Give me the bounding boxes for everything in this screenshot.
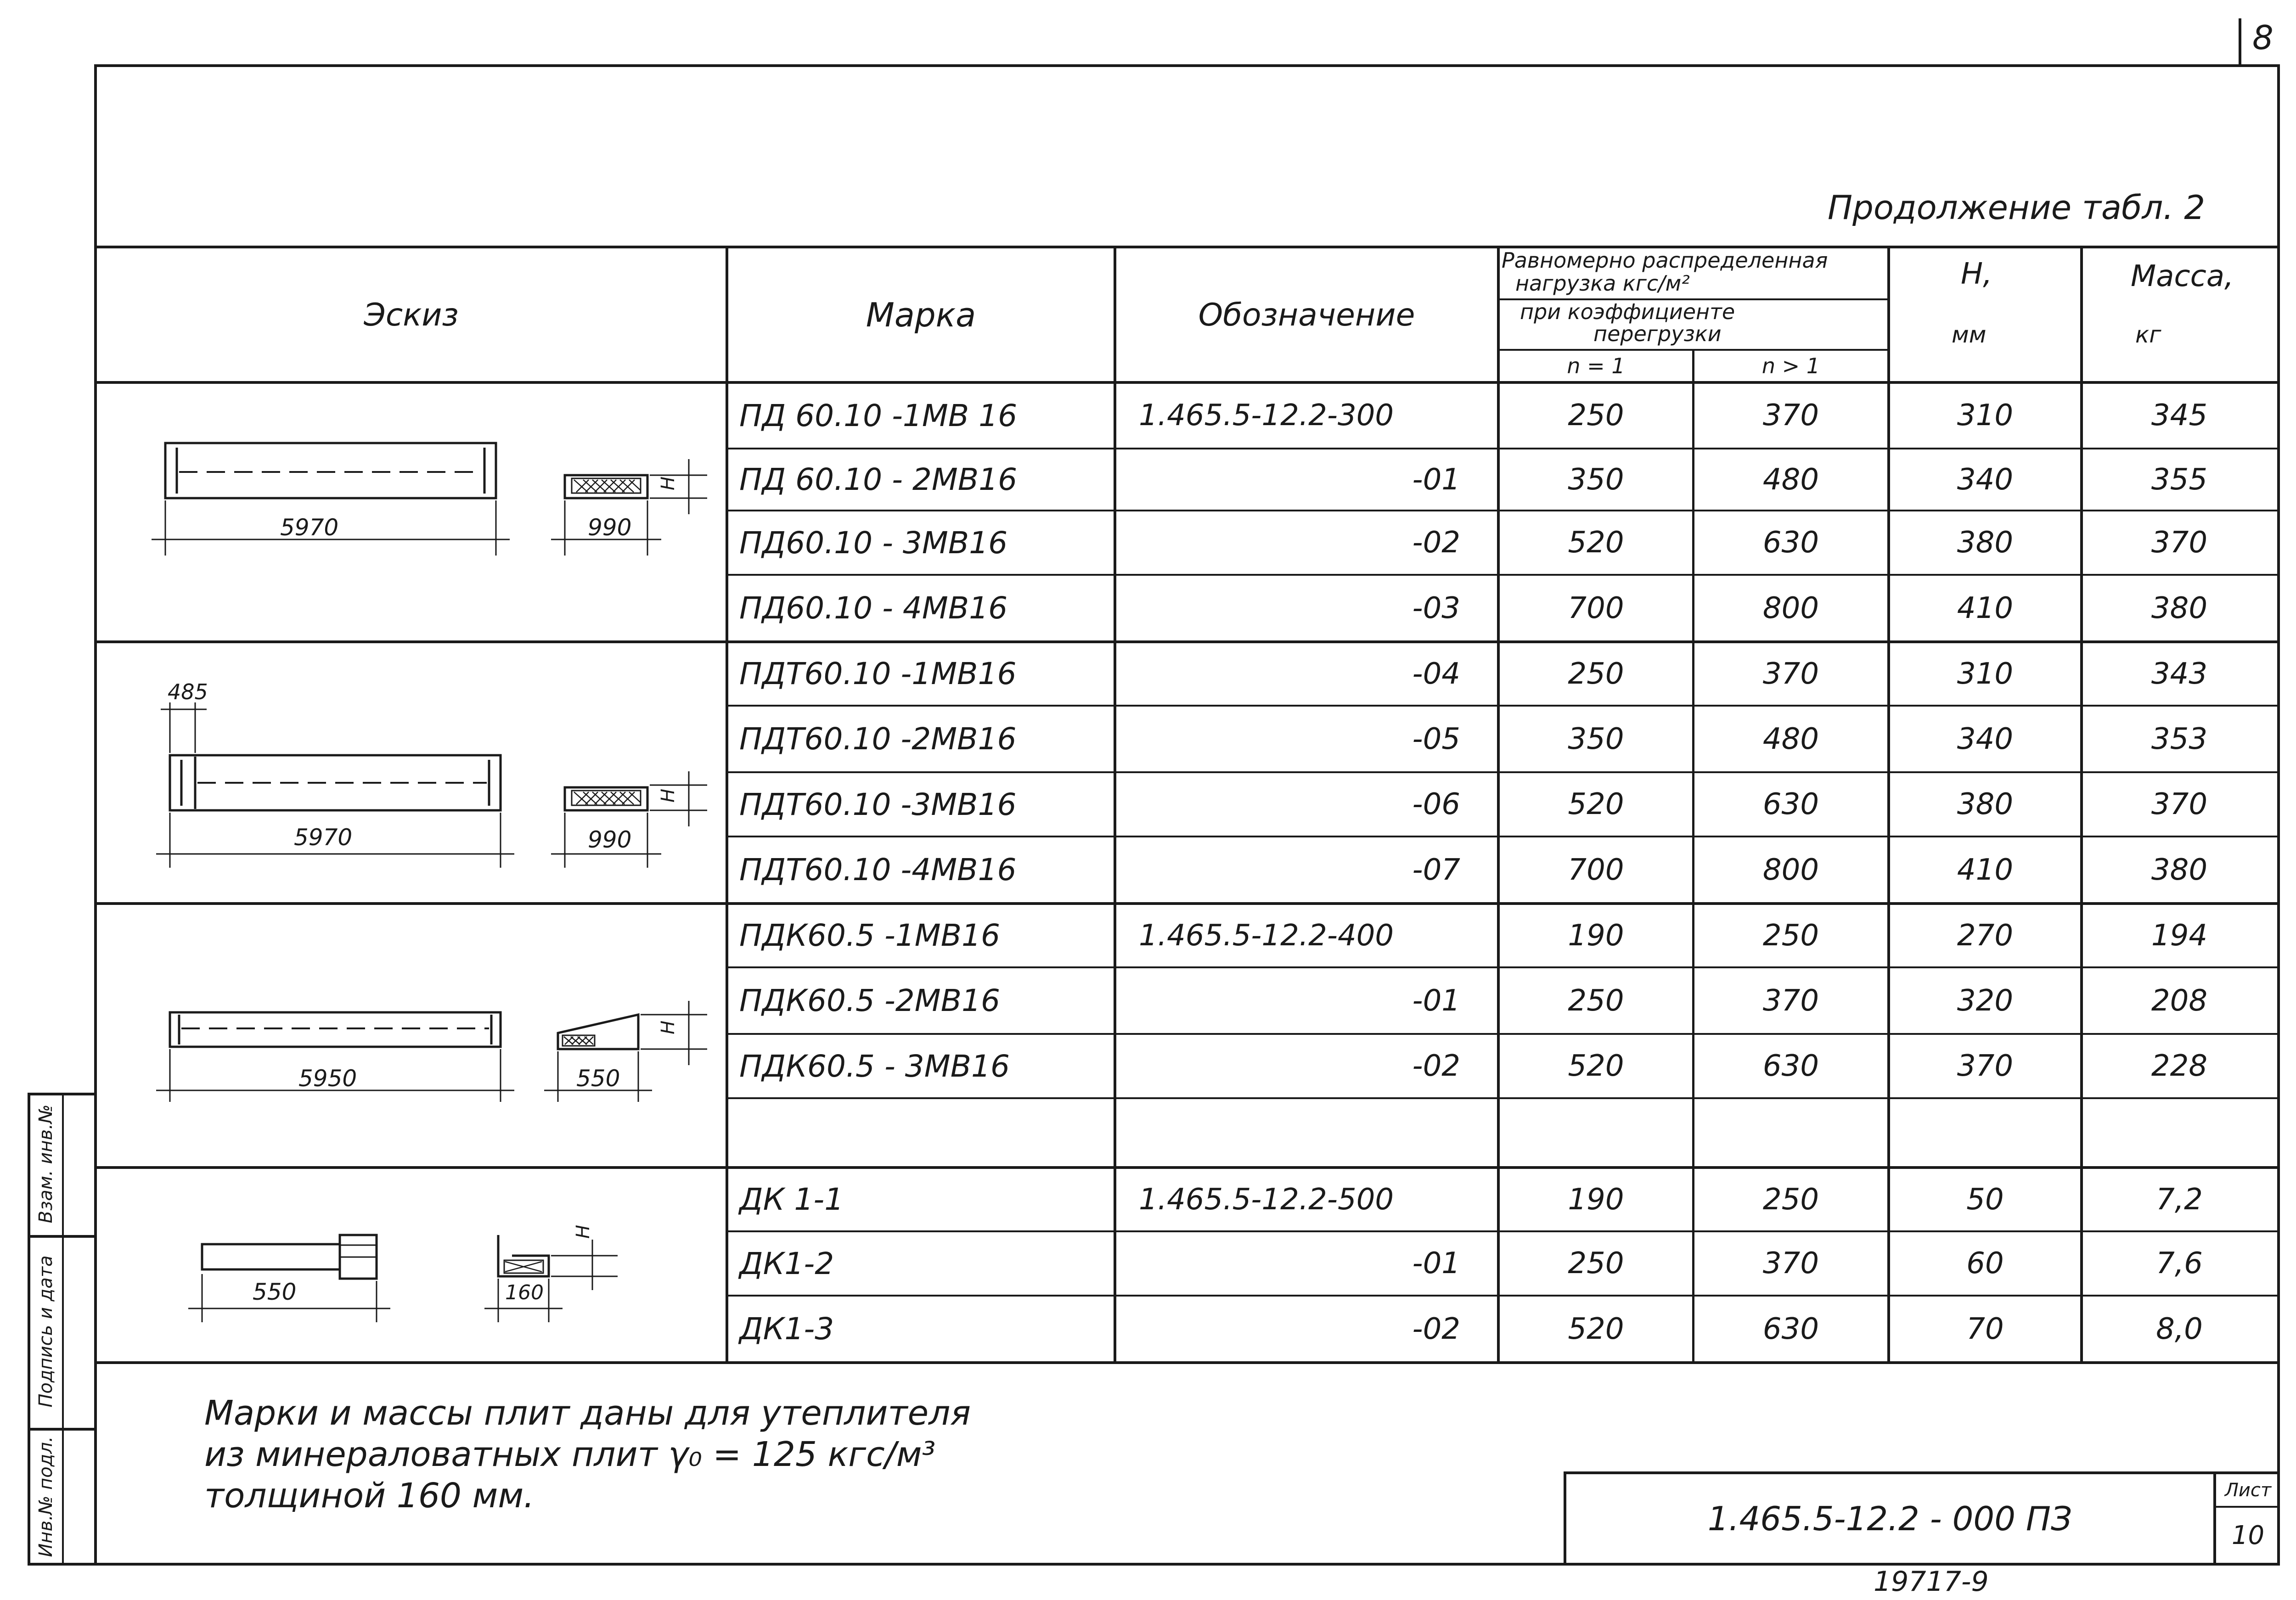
side-label-sign-date: Подпись и дата <box>35 1255 56 1408</box>
cell-mark: ПД60.10 - 3МВ16 <box>739 525 1008 561</box>
cell-mass: 380 <box>2151 591 2208 625</box>
g4-length-label: 550 <box>253 1279 297 1305</box>
cell-mass: 353 <box>2151 722 2208 756</box>
cell-mark: ПДТ60.10 -4МВ16 <box>739 852 1017 887</box>
continuation-title: Продолжение табл. 2 <box>1828 188 2206 227</box>
cell-n1: 700 <box>1568 591 1624 625</box>
cell-designation: 1.465.5-12.2-300 <box>1139 399 1394 432</box>
cell-designation: -04 <box>1412 657 1460 691</box>
cell-designation: -02 <box>1412 1049 1460 1083</box>
header-sketch: Эскиз <box>364 297 459 333</box>
g1-width-label: 990 <box>588 514 632 541</box>
cell-h: 60 <box>1966 1246 2004 1280</box>
cell-h: 340 <box>1957 722 2014 756</box>
cell-n2: 630 <box>1762 787 1819 821</box>
cell-designation: -01 <box>1412 1246 1460 1280</box>
g1-height-label: H <box>658 476 679 491</box>
cell-h: 380 <box>1957 787 2014 821</box>
cell-mass: 343 <box>2151 657 2208 691</box>
cell-mass: 228 <box>2151 1049 2208 1083</box>
cell-designation: -06 <box>1412 787 1460 821</box>
cell-h: 410 <box>1957 591 2014 625</box>
cell-n1: 250 <box>1568 1246 1624 1280</box>
cell-h: 320 <box>1957 983 2014 1018</box>
cell-mass: 370 <box>2151 526 2208 560</box>
cell-n1: 250 <box>1568 657 1624 691</box>
cell-n1: 520 <box>1568 1049 1624 1083</box>
cell-n2: 370 <box>1762 983 1819 1018</box>
cell-h: 270 <box>1957 918 2014 953</box>
cell-mark: ПДТ60.10 -3МВ16 <box>739 786 1017 822</box>
cell-designation: -02 <box>1412 1312 1460 1346</box>
cell-n1: 250 <box>1568 983 1624 1018</box>
header-mark: Марка <box>866 296 976 334</box>
cell-h: 310 <box>1957 657 2014 691</box>
g2-end-label: 485 <box>168 679 208 704</box>
cell-n2: 370 <box>1762 657 1819 691</box>
cell-mark: ПДК60.5 -2МВ16 <box>739 983 1000 1018</box>
cell-mark: ПДТ60.10 -2МВ16 <box>739 721 1017 757</box>
g3-width-label: 550 <box>576 1065 620 1092</box>
cell-h: 370 <box>1957 1049 2014 1083</box>
cell-mass: 7,2 <box>2156 1182 2203 1217</box>
header-n1: n = 1 <box>1567 354 1625 378</box>
g4-height-label: H <box>573 1224 594 1239</box>
header-mass-line1: Масса, <box>2131 259 2234 293</box>
cell-designation: -07 <box>1412 853 1460 887</box>
cell-mark: ПД 60.10 - 2МВ16 <box>739 462 1018 497</box>
footer-number: 19717-9 <box>1874 1566 1989 1598</box>
header-h-line2: мм <box>1952 321 1986 348</box>
cell-mark: ДК1-3 <box>739 1311 834 1347</box>
cell-mass: 8,0 <box>2156 1312 2203 1346</box>
g1-length-label: 5970 <box>280 514 339 541</box>
cell-n2: 630 <box>1762 1312 1819 1346</box>
g2-height-label: H <box>658 788 679 803</box>
cell-h: 410 <box>1957 853 2014 887</box>
cell-n2: 480 <box>1762 722 1819 756</box>
cell-mass: 7,6 <box>2156 1246 2203 1280</box>
cell-mass: 194 <box>2151 918 2208 953</box>
sheet-number: 10 <box>2231 1520 2265 1550</box>
side-label-replace-inv: Взам. инв.№ <box>35 1104 56 1224</box>
g2-length-label: 5970 <box>294 824 353 851</box>
note-line-2: из минераловатных плит γ₀ = 125 кгс/м³ <box>204 1435 936 1474</box>
cell-designation: 1.465.5-12.2-400 <box>1139 918 1394 953</box>
cell-h: 380 <box>1957 526 2014 560</box>
cell-n1: 520 <box>1568 1312 1624 1346</box>
cell-n2: 800 <box>1762 853 1819 887</box>
cell-mark: ПДК60.5 - 3МВ16 <box>739 1048 1010 1084</box>
cell-h: 340 <box>1957 462 2014 497</box>
cell-mark: ПД60.10 - 4МВ16 <box>739 590 1008 626</box>
header-mass-line2: кг <box>2135 321 2161 348</box>
cell-mark: ПДК60.5 -1МВ16 <box>739 918 1000 953</box>
cell-designation: -05 <box>1412 722 1460 756</box>
cell-n1: 190 <box>1568 918 1624 953</box>
g3-length-label: 5950 <box>298 1065 357 1092</box>
cell-n1: 350 <box>1568 462 1624 497</box>
cell-n1: 190 <box>1568 1182 1624 1217</box>
g2-width-label: 990 <box>588 826 632 853</box>
cell-n2: 370 <box>1762 399 1819 432</box>
cell-n1: 520 <box>1568 787 1624 821</box>
cell-n2: 250 <box>1762 918 1819 953</box>
cell-mark: ДК1-2 <box>739 1246 834 1281</box>
cell-n2: 630 <box>1762 526 1819 560</box>
note-line-3: толщиной 160 мм. <box>204 1476 535 1516</box>
header-load-line2: нагрузка кгс/м² <box>1515 271 1690 296</box>
g3-height-label: H <box>658 1020 679 1035</box>
cell-n1: 350 <box>1568 722 1624 756</box>
sheet-label: Лист <box>2224 1479 2272 1501</box>
header-n2: n > 1 <box>1761 354 1820 378</box>
header-coef-line1: при коэффициенте <box>1520 299 1735 324</box>
header-coef-line2: перегрузки <box>1593 321 1722 346</box>
cell-n2: 480 <box>1762 462 1819 497</box>
cell-designation: -01 <box>1412 462 1460 497</box>
note-line-1: Марки и массы плит даны для утеплителя <box>204 1393 971 1433</box>
cell-h: 70 <box>1966 1312 2004 1346</box>
document-code: 1.465.5-12.2 - 000 ПЗ <box>1707 1499 2072 1538</box>
header-h-line1: H, <box>1961 257 1992 291</box>
cell-n2: 250 <box>1762 1182 1819 1217</box>
cell-mass: 208 <box>2151 983 2208 1018</box>
cell-designation: -01 <box>1412 983 1460 1018</box>
cell-mark: ДК 1-1 <box>739 1182 844 1217</box>
g4-width-label: 160 <box>505 1281 544 1304</box>
header-designation: Обозначение <box>1198 297 1415 333</box>
cell-designation: 1.465.5-12.2-500 <box>1139 1182 1394 1217</box>
cell-mass: 370 <box>2151 787 2208 821</box>
cell-designation: -03 <box>1412 591 1460 625</box>
cell-h: 310 <box>1957 399 2014 432</box>
cell-n2: 370 <box>1762 1246 1819 1280</box>
cell-n2: 800 <box>1762 591 1819 625</box>
cell-n1: 700 <box>1568 853 1624 887</box>
cell-n1: 250 <box>1568 399 1624 432</box>
header-load-line1: Равномерно распределенная <box>1502 248 1828 273</box>
sheet-mark: 8 <box>2252 18 2273 57</box>
cell-designation: -02 <box>1412 526 1460 560</box>
cell-h: 50 <box>1966 1182 2004 1217</box>
cell-mark: ПД 60.10 -1МВ 16 <box>739 398 1018 433</box>
cell-n1: 520 <box>1568 526 1624 560</box>
cell-mass: 380 <box>2151 853 2208 887</box>
side-label-inv-orig: Инв.№ подл. <box>35 1436 56 1557</box>
cell-mass: 345 <box>2151 399 2208 432</box>
cell-mass: 355 <box>2151 462 2208 497</box>
cell-mark: ПДТ60.10 -1МВ16 <box>739 656 1017 691</box>
cell-n2: 630 <box>1762 1049 1819 1083</box>
